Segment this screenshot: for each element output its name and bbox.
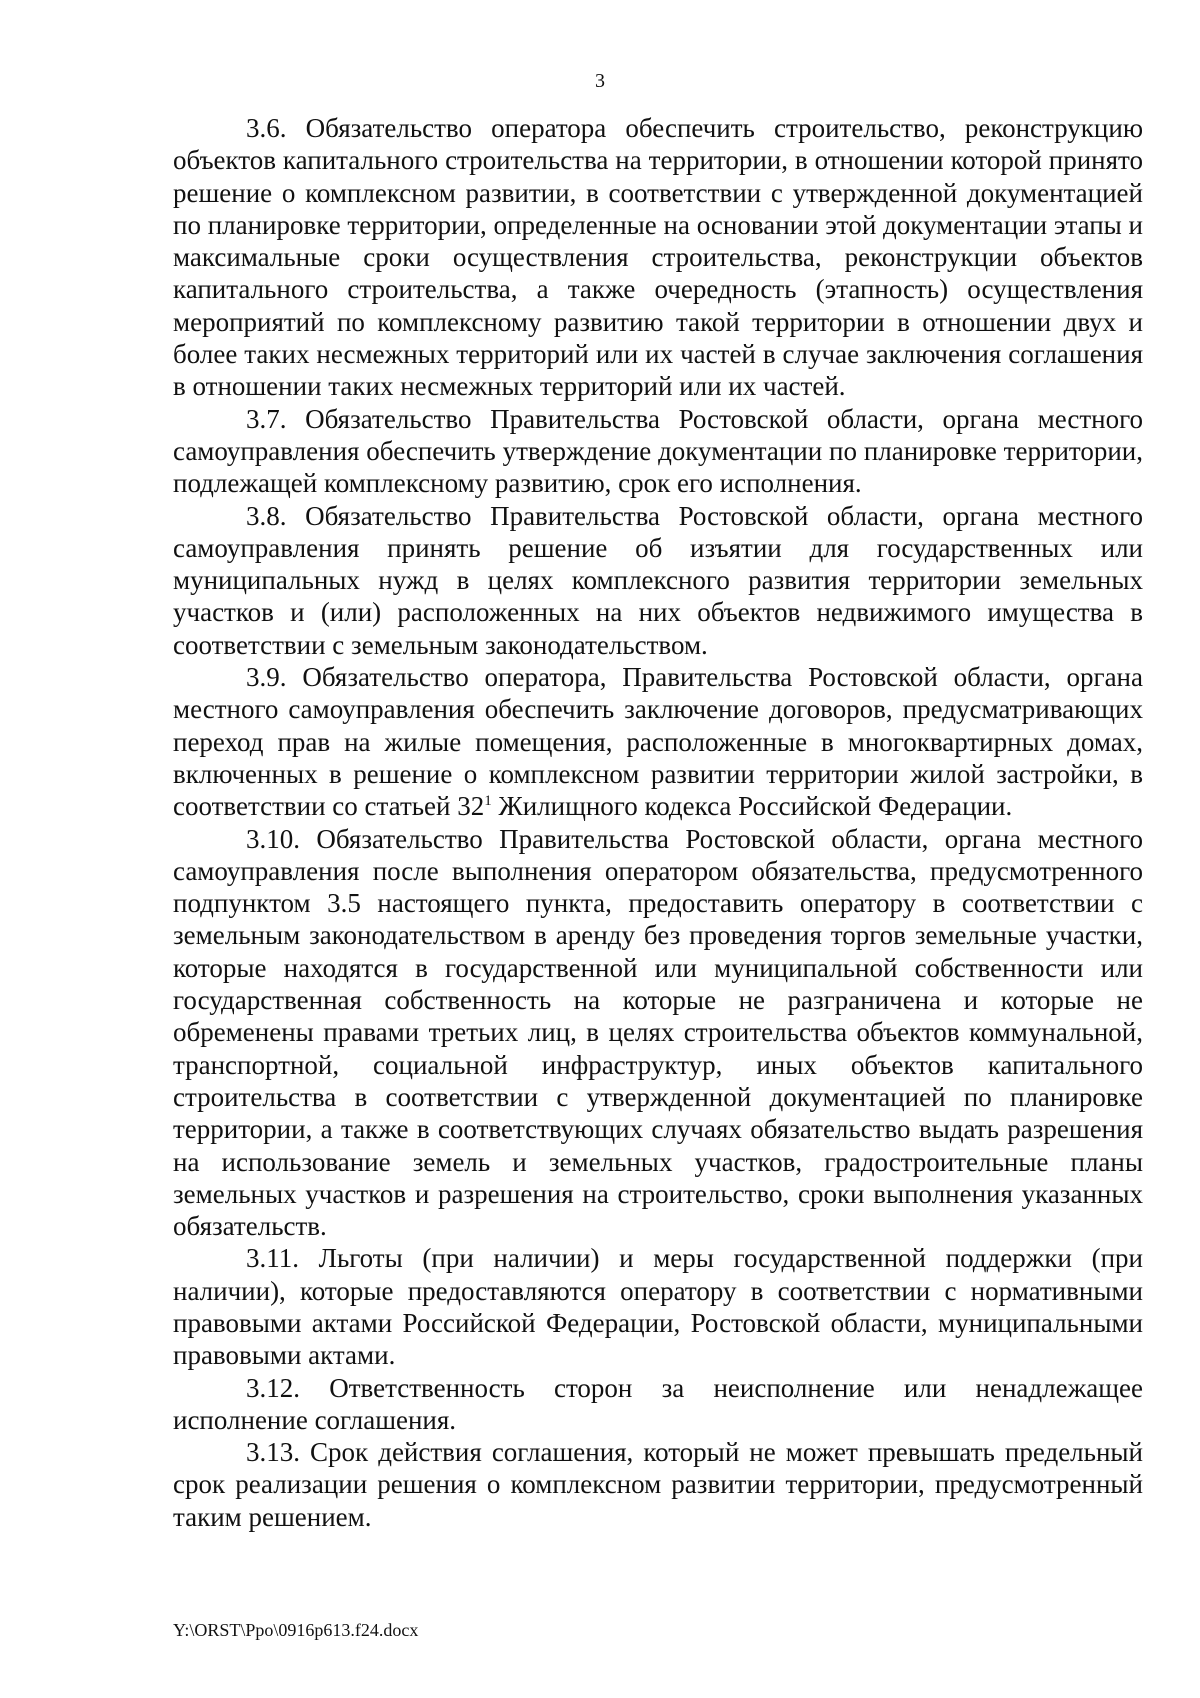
paragraph-3-9-text-end: Жилищного кодекса Российской Федерации.: [491, 791, 1013, 822]
page-number: 3: [595, 70, 605, 92]
paragraph-3-6: 3.6. Обязательство оператора обеспечить строительство, реконструкцию объектов капитального строительства на территории, в отношении которой принято решение о комплексном развитии, в соответствии с утвержденной документацией по планировке территории, определенные на основании этой документации этапы и максимальные сроки осуществления строительства, реконструкции объектов капитального строительства, а также очередность (этапность) осуществления мероприятий по комплексному развитию такой территории в отношении двух и более таких несмежных территорий или их частей в случае заключения соглашения в отношении таких несмежных территорий или их частей.: [173, 113, 1144, 402]
paragraph-3-12: 3.12. Ответственность сторон за неисполнение или ненадлежащее исполнение соглашения.: [173, 1372, 1143, 1435]
paragraph-3-8: 3.8. Обязательство Правительства Ростовской области, органа местного самоуправления принять решение об изъятии для государственных или муниципальных нужд в целях комплексного развития территории земельных участков и (или) расположенных на них объектов недвижимого имущества в соответствии с земельным законодательством.: [173, 500, 1143, 660]
document-body: [173, 112, 1143, 1533]
file-path-footer: Y:\ORST\Ppo\0916p613.f24.docx: [173, 1620, 419, 1640]
paragraph-3-9-text-start: 3.9. Обязательство оператора, Правительства Ростовской области, органа местного самоуправления обеспечить заключение договоров, предусматривающих переход прав на жилые помещения, расположенные в многоквартирных домах, включенных в решение о комплексном развитии территории жилой застройки, в соответствии со статьей 32: [173, 662, 1143, 822]
paragraph-3-7: 3.7. Обязательство Правительства Ростовской области, органа местного самоуправления обеспечить утверждение документации по планировке территории, подлежащей комплексному развитию, срок его исполнения.: [173, 403, 1143, 499]
paragraph-3-10: 3.10. Обязательство Правительства Ростовской области, органа местного самоуправления после выполнения оператором обязательства, предусмотренного подпунктом 3.5 настоящего пункта, предоставить оператору в соответствии с земельным законодательством в аренду без проведения торгов земельные участки, которые находятся в государственной или муниципальной собственности или государственная собственность на которые не разграничена и которые не обременены правами третьих лиц, в целях строительства объектов коммунальной, транспортной, социальной инфраструктур, иных объектов капитального строительства в соответствии с утвержденной документацией по планировке территории, а также в соответствующих случаях обязательство выдать разрешения на использование земель и земельных участков, градостроительные планы земельных участков и разрешения на строительство, сроки выполнения указанных обязательств.: [173, 823, 1143, 1242]
paragraph-3-11: 3.11. Льготы (при наличии) и меры государственной поддержки (при наличии), которые предоставляются оператору в соответствии с нормативными правовыми актами Российской Федерации, Ростовской области, муниципальными правовыми актами.: [173, 1243, 1143, 1371]
paragraph-3-9: [173, 661, 1143, 822]
paragraph-3-13: 3.13. Срок действия соглашения, который не может превышать предельный срок реализации решения о комплексном развитии территории, предусмотренный таким решением.: [173, 1437, 1143, 1532]
superscript-1: 1: [484, 793, 492, 810]
